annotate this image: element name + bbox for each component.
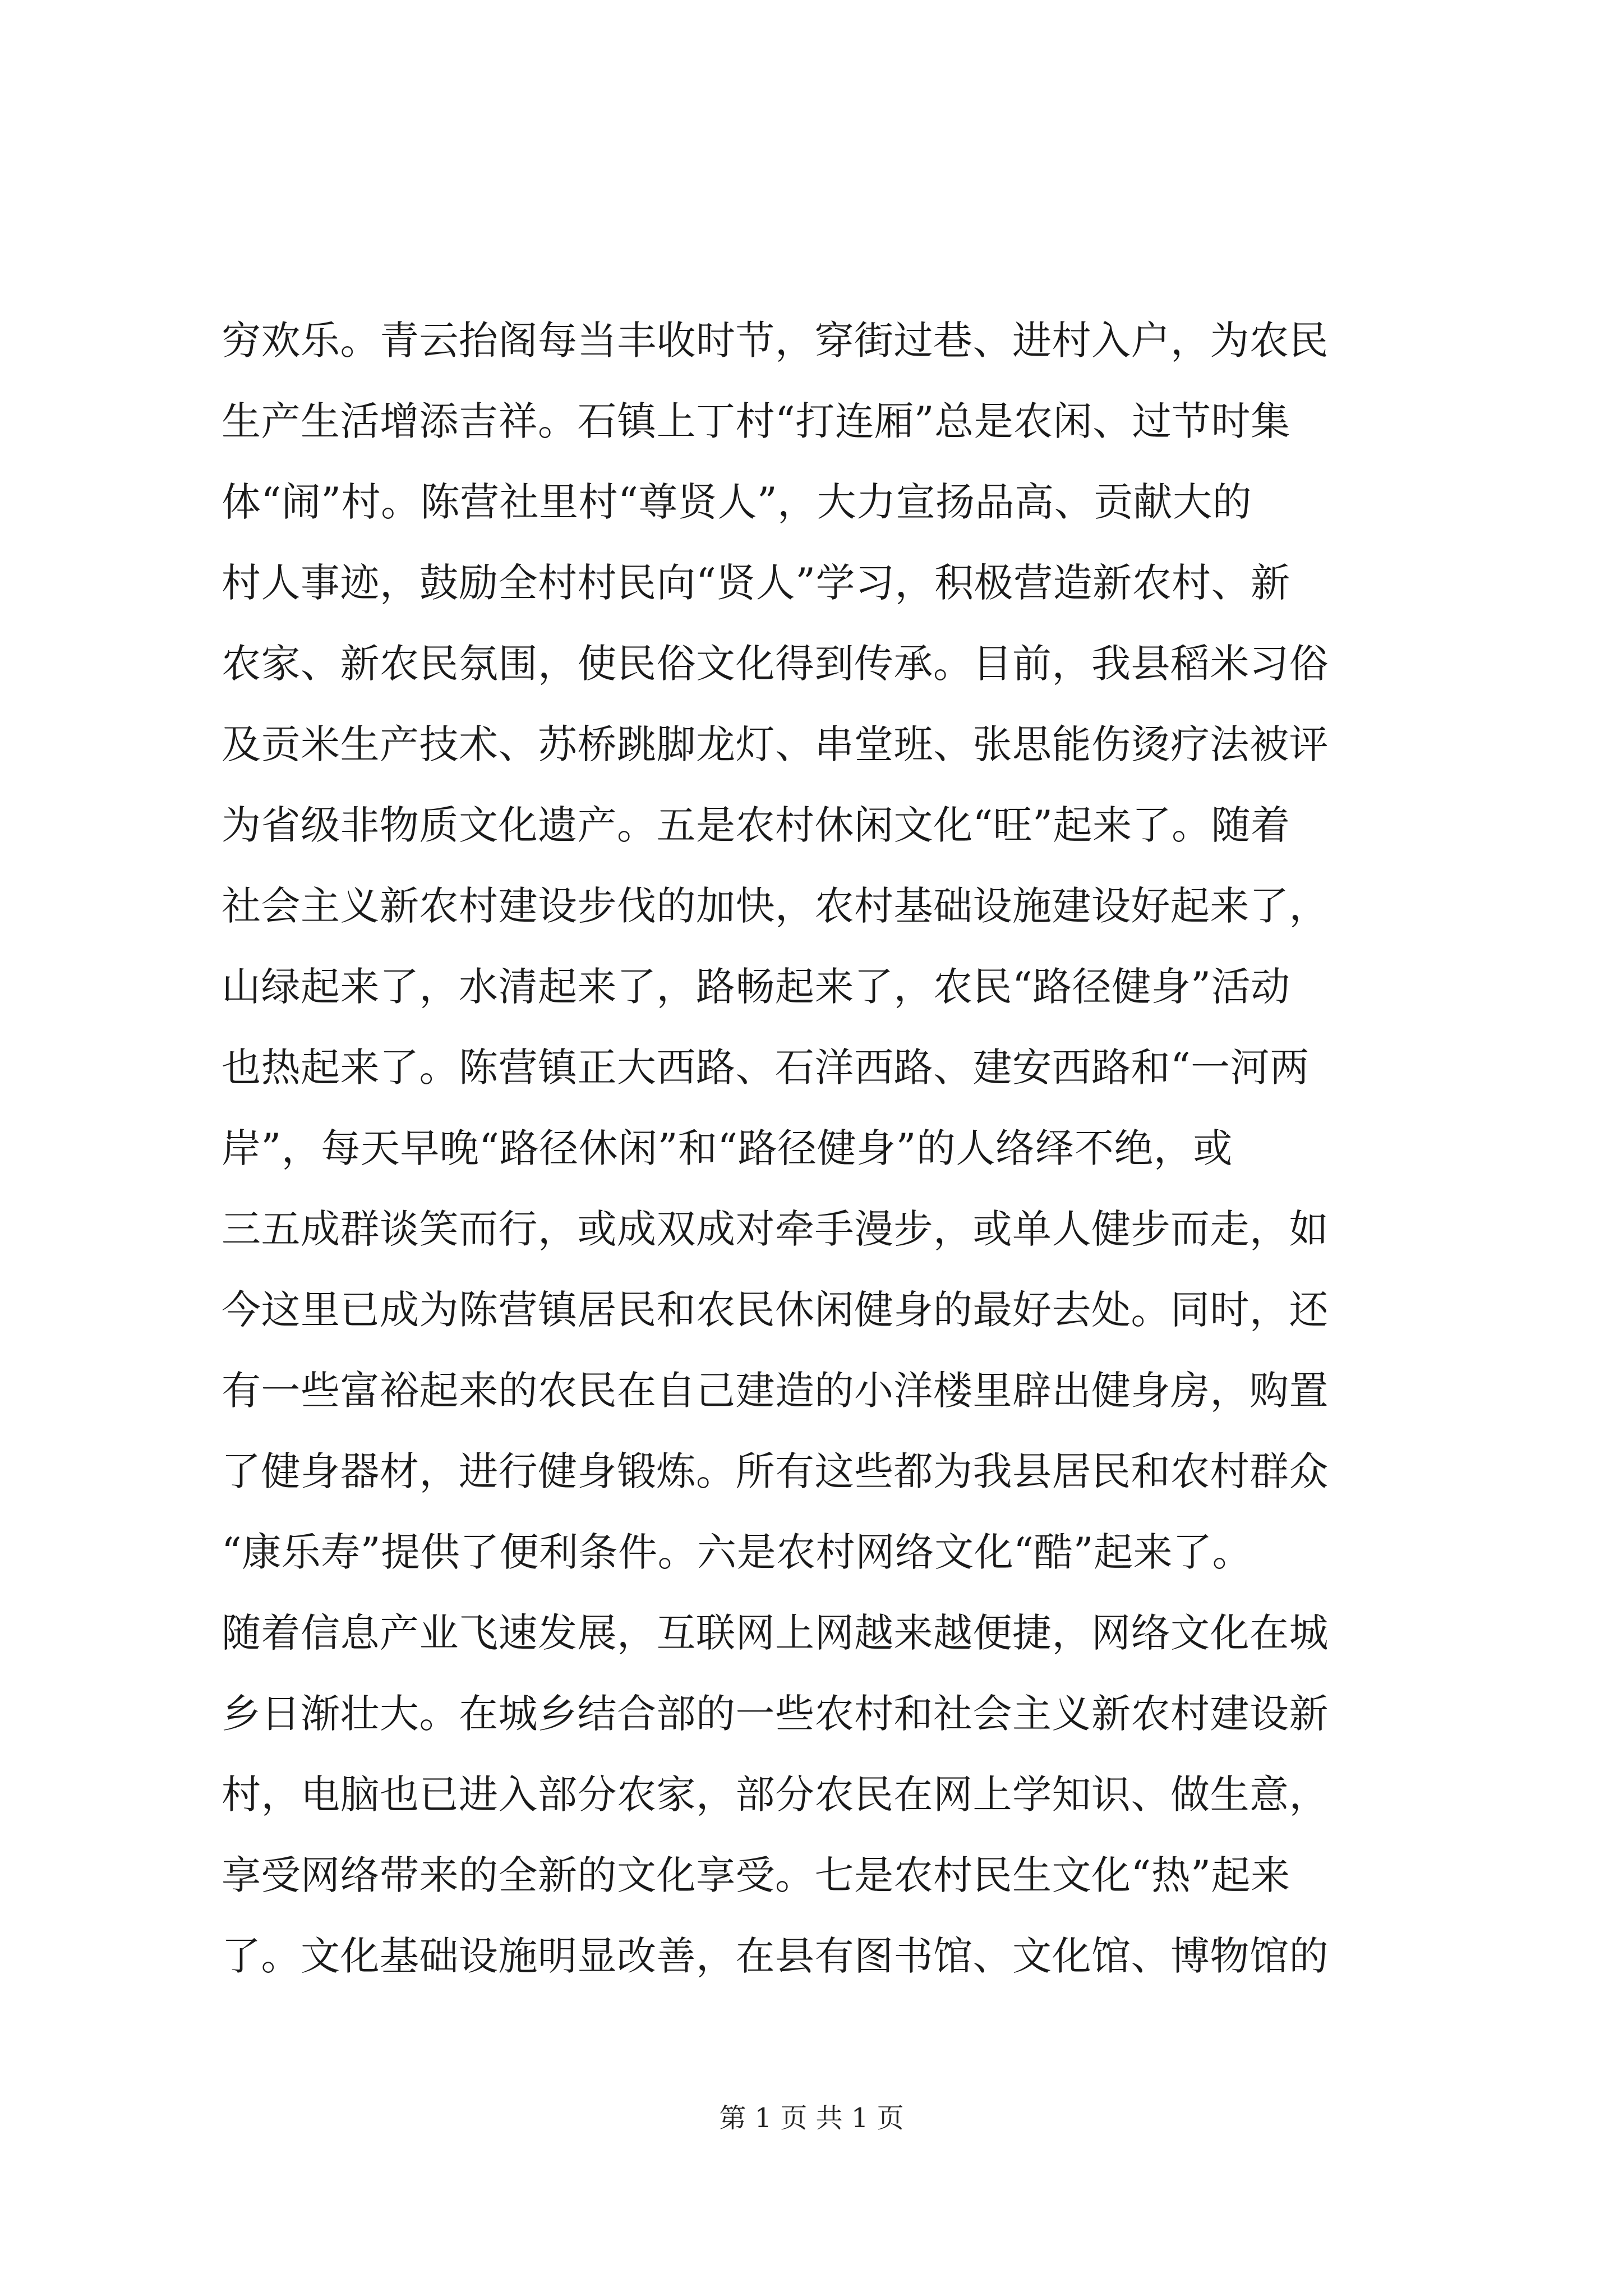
text-line: 农家、新农民氛围，使民俗文化得到传承。目前，我县稻米习俗 bbox=[222, 641, 1329, 687]
text-line: 享受网络带来的全新的文化享受。七是农村民生文化“热”起来 bbox=[222, 1852, 1290, 1898]
text-line: 体“闹”村。陈营社里村“尊贤人”，大力宣扬品高、贡献大的 bbox=[222, 479, 1252, 525]
text-line: 生产生活增添吉祥。石镇上丁村“打连厢”总是农闲、过节时集 bbox=[222, 398, 1290, 444]
text-line: 有一些富裕起来的农民在自己建造的小洋楼里辟出健身房，购置 bbox=[222, 1368, 1329, 1414]
text-line: 村人事迹，鼓励全村村民向“贤人”学习，积极营造新农村、新 bbox=[222, 560, 1290, 606]
page-number-footer: 第 1 页 共 1 页 bbox=[719, 2102, 904, 2134]
text-line: “康乐寿”提供了便利条件。六是农村网络文化“酷”起来了。 bbox=[222, 1529, 1252, 1575]
text-line: 三五成群谈笑而行，或成双成对牵手漫步，或单人健步而走，如 bbox=[222, 1206, 1329, 1252]
text-line: 了。文化基础设施明显改善，在县有图书馆、文化馆、博物馆的 bbox=[222, 1933, 1329, 1979]
body-text bbox=[222, 300, 1444, 1996]
text-line: 及贡米生产技术、苏桥跳脚龙灯、串堂班、张思能伤烫疗法被评 bbox=[222, 721, 1329, 767]
text-line: 随着信息产业飞速发展，互联网上网越来越便捷，网络文化在城 bbox=[222, 1610, 1329, 1656]
text-line: 了健身器材，进行健身锻炼。所有这些都为我县居民和农村群众 bbox=[222, 1448, 1329, 1494]
text-line: 乡日渐壮大。在城乡结合部的一些农村和社会主义新农村建设新 bbox=[222, 1691, 1329, 1737]
text-line: 今这里已成为陈营镇居民和农民休闲健身的最好去处。同时，还 bbox=[222, 1287, 1329, 1333]
text-line: 岸”，每天早晚“路径休闲”和“路径健身”的人络绎不绝，或 bbox=[222, 1125, 1233, 1171]
text-line: 社会主义新农村建设步伐的加快，农村基础设施建设好起来了， bbox=[222, 883, 1329, 929]
text-line: 为省级非物质文化遗产。五是农村休闲文化“旺”起来了。随着 bbox=[222, 802, 1290, 848]
text-line: 穷欢乐。青云抬阁每当丰收时节，穿街过巷、进村入户，为农民 bbox=[222, 318, 1329, 364]
text-line: 村，电脑也已进入部分农家，部分农民在网上学知识、做生意， bbox=[222, 1772, 1329, 1818]
text-line: 山绿起来了，水清起来了，路畅起来了，农民“路径健身”活动 bbox=[222, 964, 1290, 1010]
text-line: 也热起来了。陈营镇正大西路、石洋西路、建安西路和“一河两 bbox=[222, 1045, 1310, 1091]
